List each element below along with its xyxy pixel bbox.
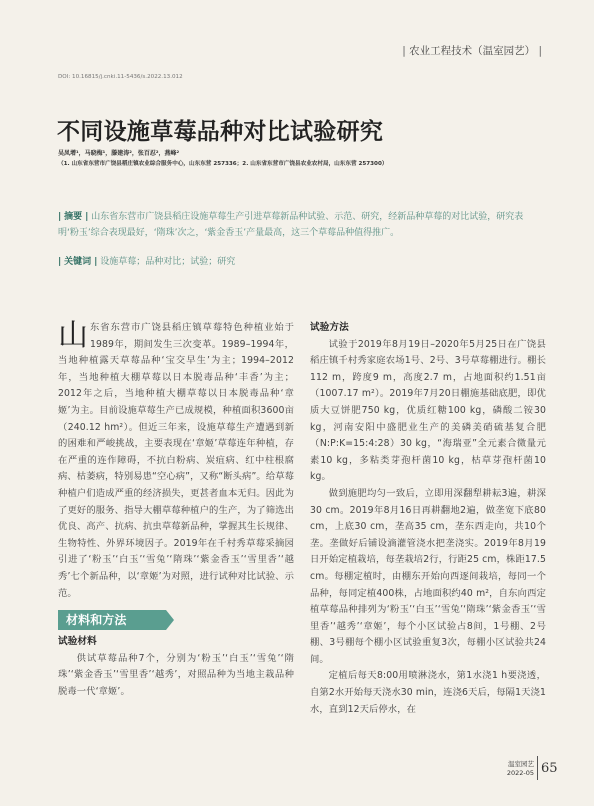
footer-issue: 2022-05	[506, 769, 534, 777]
materials-paragraph: 供试草莓品种7个，分别为‘粉玉’‘白玉’‘雪兔’‘隋珠’‘紫金香玉’‘雪里香’‘越秀’，对照品种为当地主栽品种脱毒一代‘章姬’。	[58, 652, 294, 697]
header-text: 农业工程技术（温室园艺）	[409, 45, 536, 57]
abstract	[58, 210, 542, 241]
affiliation: （1. 山东省东营市广饶县稻庄镇农业综合服务中心，山东东营 257336；2. 山东省东营市广饶县农业农村局，山东东营 257300）	[58, 161, 388, 167]
page-title: 不同设施草莓品种对比试验研究	[57, 119, 384, 145]
drop-cap: 山	[58, 318, 89, 353]
column-left	[58, 320, 294, 700]
methods-paragraph-1: 试验于2019年8月19日–2020年5月25日在广饶县稻庄镇千村秀家庭农场1号、2号、3号草莓棚进行。棚长112 m，跨度9 m，高度2.7 m，占地面积约1.51亩（1007.17 m²）。2019年7月20日棚施基础底肥，即优质大豆饼肥750 kg，优质红糖100 kg，磷酸二铵30 kg，河南安阳中盛肥业生产的美磷美硝硫基复合肥（N:P:K=15:4:28）30 kg，“海瑞亚”全元素合微量元素10 kg，多粘类芽孢杆菌10 kg，枯草芽孢杆菌10 kg。	[310, 338, 546, 483]
keywords-bar-2: |	[94, 257, 98, 267]
header-bar-left: |	[402, 45, 406, 57]
keywords-bar: |	[58, 257, 62, 267]
subheading-materials: 试验材料	[58, 636, 97, 648]
page-number: 65	[541, 761, 558, 776]
methods-paragraph-3: 定植后每天8:00用喷淋浇水，第1水浇1 h要浇透，自第2水开始每天浇水30 min，连浇6天后，每隔1天浇1水，直到12天后停水，在	[310, 670, 546, 715]
abstract-bar: |	[58, 212, 62, 222]
intro-paragraph	[58, 320, 294, 602]
footer-journal-name: 温室园艺	[508, 760, 534, 768]
footer-journal	[500, 760, 534, 778]
journal-header	[402, 43, 542, 58]
abstract-label: 摘要	[64, 212, 83, 222]
section-heading-materials: 材料和方法	[58, 610, 166, 630]
column-right	[310, 320, 546, 718]
abstract-text: 山东省东营市广饶县稻庄设施草莓生产引进草莓新品种试验、示范、研究，经新品种草莓的对比试验，研究表明‘粉玉’综合表现最好，‘隋珠’次之，‘紫金香玉’产量最高，这三个草莓品种值得推广。	[58, 212, 524, 238]
authors: 吴凤增¹，马晓梅¹，滕建涛²，张百忍²，燕峰²	[58, 150, 180, 157]
doi: DOI: 10.16815/j.cnki.11-5436/s.2022.13.012	[58, 74, 183, 80]
header-bar-right: |	[538, 45, 542, 57]
subheading-methods: 试验方法	[310, 322, 349, 333]
methods-paragraph-2: 做到施肥均匀一致后，立即用深翻犁耕耘3遍，耕深30 cm。2019年8月16日再耕翻地2遍，做垄宽下底80 cm，上底30 cm，垄高35 cm，垄东西走向，共10个垄。垄做好后铺设滴灌管浇水把垄浇实。2019年8月19日开始定植栽培，每垄栽培2行，行距25 cm，株距17.5 cm。每棚定植时，由棚东开始向西逐间栽培，每同一个品种，每同定植400株，占地面积约40 m²，自东向西定植草莓品种排列为‘粉玉’‘白玉’‘雪兔’‘隋珠’‘紫金香玉’‘雪里香’‘越秀’‘章姬’，每个小区试验占8间，1号棚、2号棚、3号棚每个棚小区试验重复3次，每棚小区试验共24间。	[310, 487, 546, 665]
intro-text: 东省东营市广饶县稻庄镇草莓特色种植业始于1989年，期间发生三次变革。1989–1994年，当地种植露天草莓品种‘宝交早生’为主；1994–2012年，当地种植大棚草莓以日本脱毒品种‘丰香’为主；2012年之后，当地种植大棚草莓以日本脱毒品种‘章姬’为主。目前设施草莓生产已成规模，种植面积3600亩（240.12 hm²）。但近三年来，设施草莓生产遭遇到新的困难和严峻挑战，主要表现在‘章姬’草莓连年种植，存在严重的连作障碍，不抗白粉病、炭疽病、红中柱根腐病、枯萎病，特别易患“空心病”，又称“断头病”。给草莓种植户们造成严重的经济损失，更甚者血本无归。因此为了更好的服务、指导大棚草莓种植户的生产，为了筛选出优良、高产、抗病、抗虫草莓新品种，掌握其生长规律、生物特性、外界环境因子。2019年在千村秀草莓采摘园引进了‘粉玉’‘白玉’‘雪兔’‘隋珠’‘紫金香玉’‘雪里香’‘越秀’七个新品种，以‘章姬’为对照，进行试种对比试验、示范。	[58, 322, 294, 599]
keywords	[58, 254, 235, 267]
footer-divider	[537, 756, 538, 780]
abstract-bar-2: |	[85, 212, 89, 222]
keywords-label: 关键词	[64, 257, 92, 267]
keywords-text: 设施草莓；品种对比；试验；研究	[100, 257, 236, 267]
